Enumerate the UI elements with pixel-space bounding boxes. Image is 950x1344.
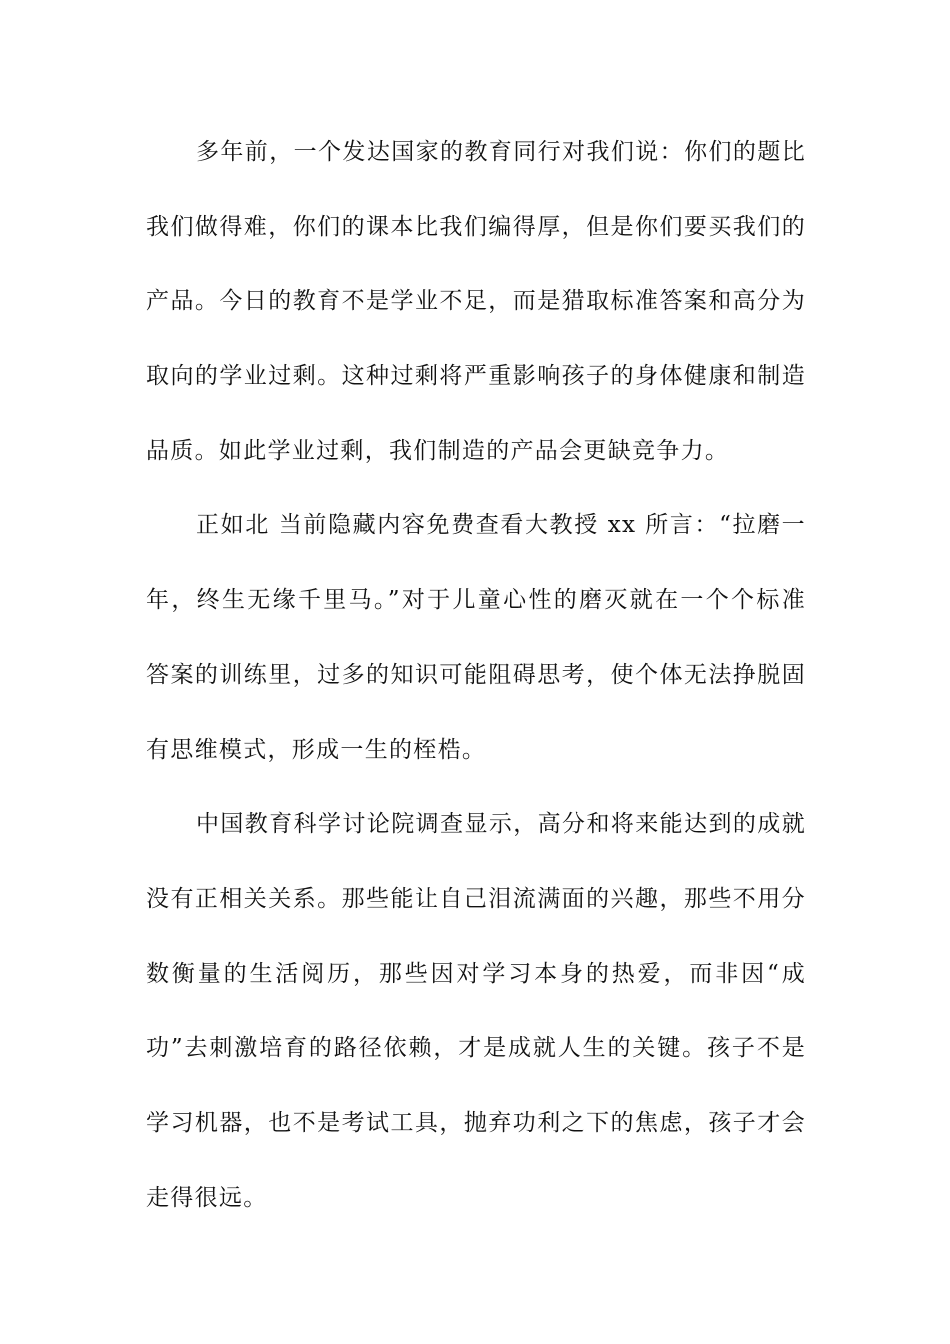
paragraph-3-line-6: 走得很远。 [146, 1184, 268, 1211]
paragraph-1-line-5: 品质。如此学业过剩，我们制造的产品会更缺竞争力。 [146, 437, 730, 464]
paragraph-3-line-5: 学习机器，也不是考试工具，抛弃功利之下的焦虑，孩子才会 [146, 1109, 806, 1136]
body-text [146, 130, 806, 1250]
paragraph-1-line-1: 多年前，一个发达国家的教育同行对我们说：你们的题比 [196, 139, 806, 165]
paragraph-1-line-4: 取向的学业过剩。这种过剩将严重影响孩子的身体健康和制造 [146, 363, 806, 390]
paragraph-3-line-3: 数衡量的生活阅历，那些因对学习本身的热爱，而非因“成 [146, 960, 806, 987]
paragraph-3-line-4: 功”去刺激培育的路径依赖，才是成就人生的关键。孩子不是 [146, 1035, 806, 1062]
paragraph-2-line-3: 答案的训练里，过多的知识可能阻碍思考，使个体无法挣脱固 [146, 661, 806, 688]
paragraph-3-line-2: 没有正相关关系。那些能让自己泪流满面的兴趣，那些不用分 [146, 885, 806, 912]
paragraph-2-line-2: 年，终生无缘千里马。”对于儿童心性的磨灭就在一个个标准 [146, 587, 806, 614]
paragraph-2-line-1: 正如北 当前隐藏内容免费查看大教授 xx 所言：“拉磨一 [196, 512, 806, 539]
paragraph-1-line-3: 产品。今日的教育不是学业不足，而是猎取标准答案和高分为 [146, 288, 806, 315]
paragraph-1-line-2: 我们做得难，你们的课本比我们编得厚，但是你们要买我们的 [146, 213, 806, 240]
paragraph-3-line-1: 中国教育科学讨论院调查显示，高分和将来能达到的成就 [196, 811, 806, 838]
paragraph-2-line-4: 有思维模式，形成一生的桎梏。 [146, 736, 487, 763]
